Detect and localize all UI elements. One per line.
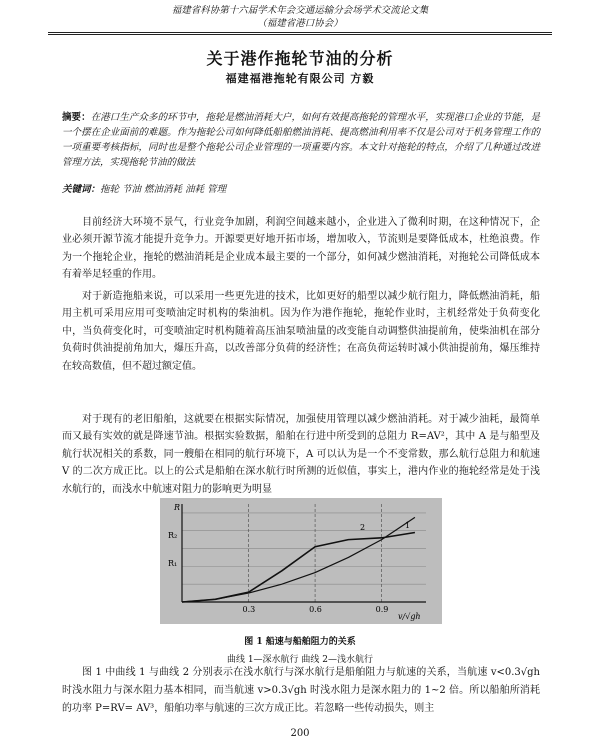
- paper-title: 关于港作拖轮节油的分析: [206, 49, 394, 68]
- abstract-label: 摘要：: [62, 112, 91, 123]
- resistance-speed-figure: [160, 498, 442, 624]
- paragraph-1: 目前经济大环境不景气，行业竞争加剧，利润空间越来越小，企业进入了微利时期，在这种情况下，企业必须开源节流才能提升竞争力。开源要更好地开拓市场，增加收入，节流则是要降低成本，杜绝浪费。作为一个拖轮企业，拖轮的燃油消耗是企业成本最主要的一个部分，如何减少燃油消耗，对拖轮公司降低成本有着举足轻重的作用。: [62, 217, 540, 281]
- paragraph-2: 对于新造拖船来说，可以采用一些更先进的技术，比如更好的船型以减少航行阻力，降低燃油消耗，船用主机可采用应用可变喷油定时机构的柴油机。因为作为港作拖轮，拖轮作业时，主机经常处于负荷变化中，当负荷变化时，可变喷油定时机构随着高压油泵喷油量的改变能自动调整供油提前角，使柴油机在部分负荷时供油提前角加大，爆压升高，以改善部分负荷的经济性；在高负荷运转时减小供油提前角，爆压维持在较高数值，但不超过额定值。: [62, 291, 540, 372]
- figure-background: [160, 498, 442, 624]
- page-number: 200: [290, 728, 310, 739]
- curve-label-2: 2: [360, 523, 366, 532]
- abstract-text: 在港口生产众多的环节中，拖轮是燃油消耗大户，如何有效提高拖轮的管理水平，实现港口企业的节能，是一个摆在企业面前的难题。作为拖轮公司如何降低船舶燃油消耗、提高燃油利用率不仅是公司对于机务管理工作的一项重要考核指标，同时也是整个拖轮公司企业管理的一项重要内容。本文针对拖轮的特点，介绍了几种通过改进管理方法，实现拖轮节油的做法: [62, 112, 540, 168]
- y-tick-r1: R₁: [168, 559, 178, 568]
- x-tick-label-2: 0.6: [309, 605, 322, 614]
- paper-author: 福建福港拖轮有限公司 方毅: [225, 72, 375, 85]
- paragraph-4: 图 1 中曲线 1 与曲线 2 分别表示在浅水航行与深水航行是船舶阻力与航速的关系，当航速 v<0.3√gh 时浅水阻力与深水阻力基本相同，而当航速 v>0.3√gh 时浅水阻力是深水阻力的 1~2 倍。所以船舶所消耗的功率 P=RV= AV³，船舶功率与航速的三次方成正比。若忽略一些传动损失，则主: [62, 667, 540, 714]
- header-rule-thin: [48, 34, 552, 35]
- keywords-text: 拖轮 节油 燃油消耗 油耗 管理: [100, 184, 227, 195]
- keywords: [62, 181, 540, 195]
- proceedings-organizer: （福建省港口协会）: [257, 18, 343, 29]
- keywords-label: 关键词：: [62, 184, 101, 195]
- figure-legend: 曲线 1—深水航行 曲线 2—浅水航行: [226, 655, 374, 665]
- x-tick-label-3: 0.9: [375, 605, 389, 614]
- curve-label-1: 1: [405, 521, 411, 530]
- x-axis-label: v/√gh: [398, 612, 421, 621]
- proceedings-header: [0, 4, 600, 30]
- abstract: [62, 110, 540, 170]
- paragraph-3: 对于现有的老旧船舶，这就要在根据实际情况，加强使用管理以减少燃油消耗。对于减少油耗，最简单而又最有实效的就是降速节油。根据实验数据，船舶在行进中所受到的总阻力 R=AV²，其中 A 是与船型及航行状况相关的系数，同一艘船在相同的航行环境下，A 可以认为是一个不变常数，那么航行总阻力和航速 V 的二次方成正比。以上的公式是船舶在深水航行时所测的近似值，事实上，港内作业的拖轮经常是处于浅水航行的，而浅水中航速对阻力的影响更为明显: [62, 414, 540, 495]
- y-tick-r2: R₂: [168, 531, 178, 540]
- header-rule: [48, 32, 552, 33]
- proceedings-title: 福建省科协第十六届学术年会交通运输分会场学术交流论文集: [171, 5, 429, 16]
- x-tick-label-1: 0.3: [242, 605, 256, 614]
- figure-caption: 图 1 船速与船舶阻力的关系: [244, 637, 356, 647]
- y-axis-label: R: [174, 503, 181, 512]
